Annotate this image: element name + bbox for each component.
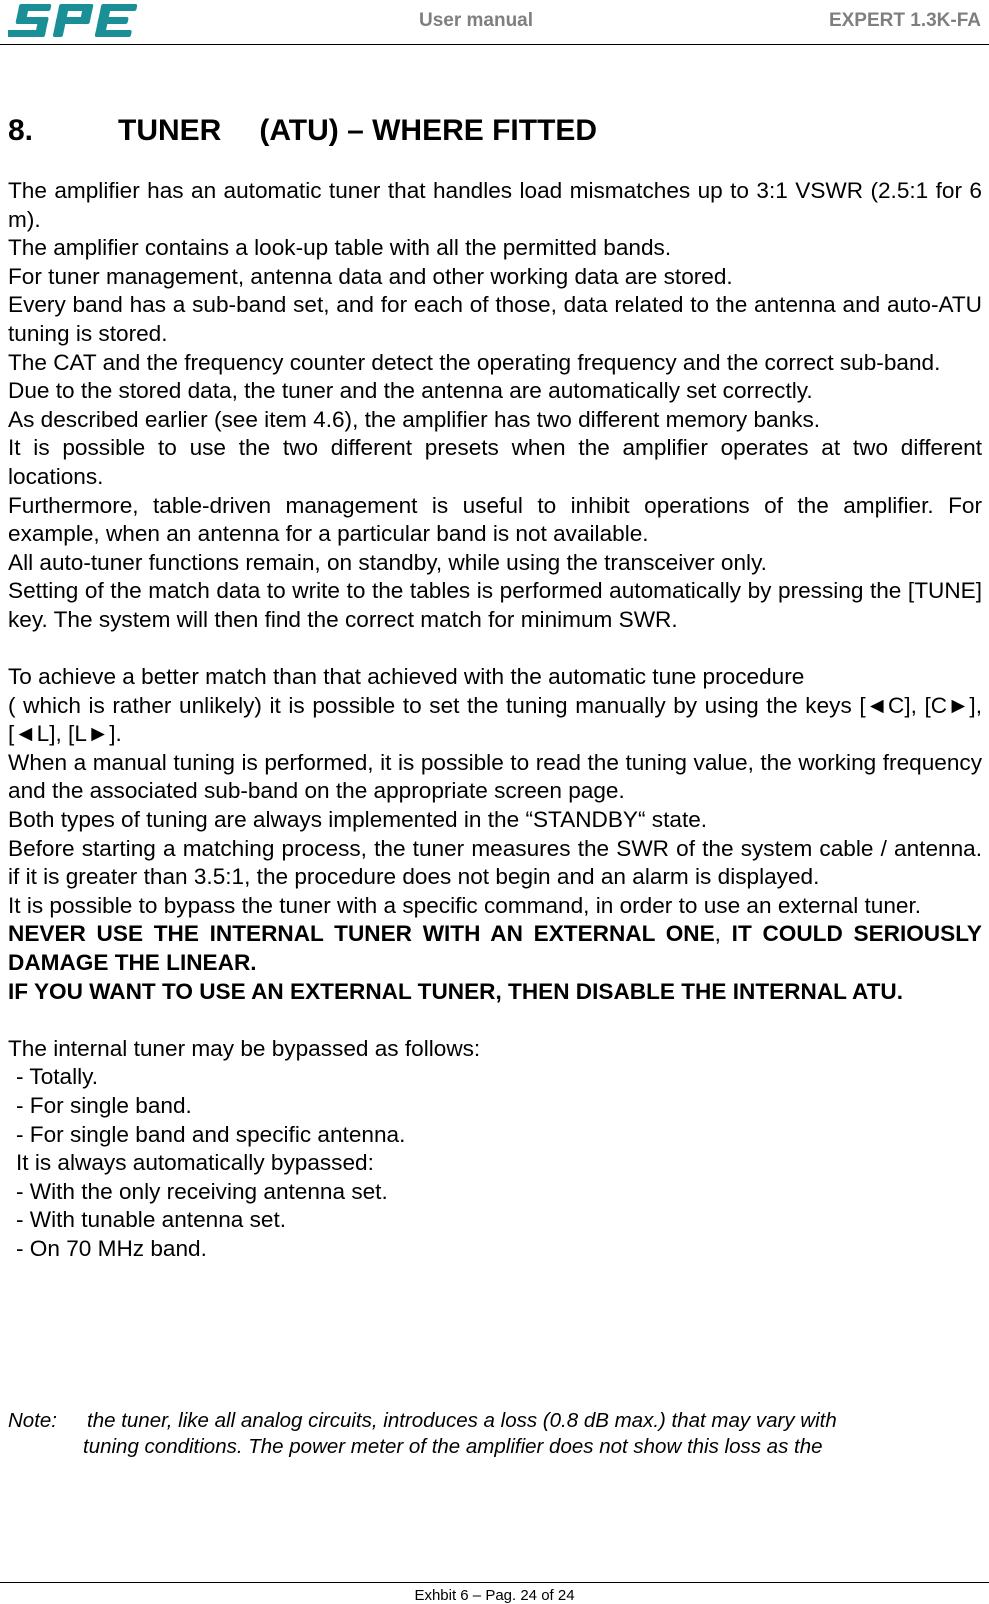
- paragraph: It is possible to bypass the tuner with a specific command, in order to use an external tuner.: [8, 892, 922, 918]
- paragraph: To achieve a better match than that achieved with the automatic tune procedure: [8, 664, 805, 690]
- paragraph: Due to the stored data, the tuner and the antenna are automatically set correctly.: [8, 378, 813, 404]
- paragraph: When a manual tuning is performed, it is possible to read the tuning value, the working frequency and the associated sub-band on the appropriate screen page.: [8, 749, 982, 804]
- paragraph: Furthermore, table-driven management is useful to inhibit operations of the amplifier. For example, when an antenna for a particular band is not available.: [8, 492, 982, 547]
- warning-external-tuner: [8, 920, 982, 977]
- footer-page-number: Exhbit 6 – Pag. 24 of 24: [414, 1587, 575, 1604]
- paragraph: The CAT and the frequency counter detect the operating frequency and the correct sub-band.: [8, 349, 941, 375]
- page-body: [8, 109, 982, 1264]
- paragraph: It is possible to use the two different presets when the amplifier operates at two different locations.: [8, 435, 982, 489]
- paragraph: Every band has a sub-band set, and for each of those, data related to the antenna and auto-ATU tuning is stored.: [8, 292, 982, 346]
- section-title-rest: (ATU) – WHERE FITTED: [259, 114, 598, 147]
- header-document-type: User manual: [418, 10, 534, 31]
- list-item: - On 70 MHz band.: [16, 1235, 207, 1261]
- list-item: - For single band and specific antenna.: [16, 1121, 406, 1147]
- paragraph: For tuner management, antenna data and other working data are stored.: [8, 263, 733, 289]
- section-heading: [8, 109, 982, 153]
- warning-disable-atu: IF YOU WANT TO USE AN EXTERNAL TUNER, THEN DISABLE THE INTERNAL ATU.: [8, 978, 903, 1004]
- paragraph: The amplifier has an automatic tuner that handles load mismatches up to 3:1 VSWR (2.5:1 for 6 m).: [8, 178, 982, 232]
- paragraph: The amplifier contains a look-up table with all the permitted bands.: [8, 235, 672, 261]
- note-label: Note:: [8, 1409, 57, 1432]
- paragraph: Before starting a matching process, the tuner measures the SWR of the system cable / antenna. if it is greater than 3.5:1, the procedure does not begin and an alarm is displayed.: [8, 835, 982, 890]
- paragraph: Setting of the match data to write to the tables is performed automatically by pressing the [TUNE] key. The system will then find the correct match for minimum SWR.: [8, 578, 982, 632]
- section-title-tuner: TUNER: [118, 114, 222, 147]
- note-line: the tuner, like all analog circuits, introduces a loss (0.8 dB max.) that may vary with: [87, 1409, 837, 1432]
- paragraph: All auto-tuner functions remain, on standby, while using the transceiver only.: [8, 549, 767, 575]
- note-block: [8, 1408, 982, 1460]
- page-footer: [0, 1582, 989, 1604]
- warning-text: NEVER USE THE INTERNAL TUNER WITH AN EXTERNAL ONE: [8, 921, 715, 947]
- page-header: [0, 0, 989, 45]
- paragraph: ( which is rather unlikely) it is possible to set the tuning manually by using the keys [◄C], [C►], [◄L], [L►].: [8, 692, 982, 747]
- paragraph: As described earlier (see item 4.6), the amplifier has two different memory banks.: [8, 406, 821, 432]
- header-model-name: EXPERT 1.3K-FA: [828, 10, 981, 31]
- list-item: - With the only receiving antenna set.: [16, 1178, 388, 1204]
- section-number: 8.: [8, 114, 34, 147]
- paragraph: Both types of tuning are always implemented in the “STANDBY“ state.: [8, 807, 708, 833]
- warning-text: IT COULD SERIOUSLY DAMAGE THE LINEAR.: [8, 921, 982, 976]
- list-item: - With tunable antenna set.: [16, 1207, 287, 1233]
- warning-comma: ,: [714, 921, 721, 947]
- auto-bypass-intro: It is always automatically bypassed:: [16, 1150, 374, 1176]
- bypass-intro: The internal tuner may be bypassed as follows:: [8, 1035, 481, 1061]
- note-line: tuning conditions. The power meter of the amplifier does not show this loss as the: [83, 1435, 823, 1458]
- list-item: - For single band.: [16, 1093, 192, 1118]
- list-item: - Totally.: [16, 1064, 99, 1090]
